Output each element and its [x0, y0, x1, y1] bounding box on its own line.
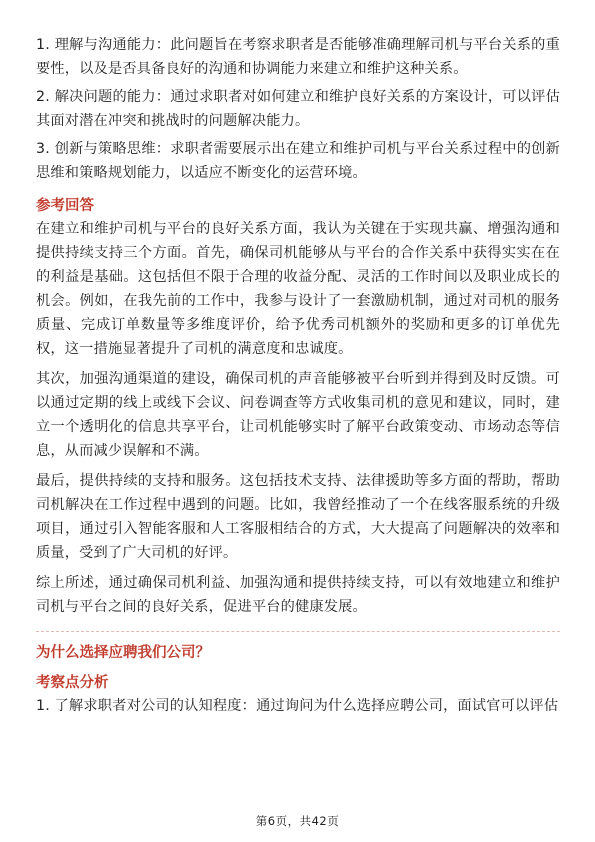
page-number: 第6页，共42页: [255, 814, 340, 828]
list-item: 2. 解决问题的能力：通过求职者对如何建立和维护良好关系的方案设计，可以评估其面对潜在冲突和挑战时的问题解决能力。: [36, 89, 560, 129]
reference-answer-heading: 参考回答: [36, 198, 94, 214]
answer-paragraph: 综上所述，通过确保司机利益、加强沟通和提供持续支持，可以有效地建立和维护司机与平台之间的良好关系，促进平台的健康发展。: [36, 575, 560, 615]
section-divider: [36, 631, 560, 632]
answer-paragraph: 在建立和维护司机与平台的良好关系方面，我认为关键在于实现共赢、增强沟通和提供持续支持三个方面。首先，确保司机能够从与平台的合作关系中获得实实在在的利益是基础。这包括但不限于合理的收益分配、灵活的工作时间以及职业成长的机会。例如，在我先前的工作中，我参与设计了一套激励机制，通过对司机的服务质量、完成订单数量等多维度评价，给予优秀司机额外的奖励和更多的订单优先权，这一措施显著提升了司机的满意度和忠诚度。: [36, 221, 560, 357]
list-item: 1. 了解求职者对公司的认知程度：通过询问为什么选择应聘公司，面试官可以评估: [36, 698, 559, 714]
list-item: 3. 创新与策略思维：求职者需要展示出在建立和维护司机与平台关系过程中的创新思维和策略规划能力，以适应不断变化的运营环境。: [36, 141, 560, 181]
page-content: [36, 33, 560, 718]
answer-paragraph: 其次，加强沟通渠道的建设，确保司机的声音能够被平台听到并得到及时反馈。可以通过定期的线上或线下会议、问卷调查等方式收集司机的意见和建议，同时，建立一个透明化的信息共享平台，让司机能够实时了解平台政策变动、市场动态等信息，从而减少误解和不满。: [36, 371, 560, 459]
question-title: 为什么选择应聘我们公司？: [36, 645, 210, 661]
list-item: 1. 理解与沟通能力：此问题旨在考察求职者是否能够准确理解司机与平台关系的重要性，以及是否具备良好的沟通和协调能力来建立和维护这种关系。: [36, 37, 560, 77]
analysis-heading: 考察点分析: [36, 675, 109, 691]
answer-paragraph: 最后，提供持续的支持和服务。这包括技术支持、法律援助等多方面的帮助，帮助司机解决在工作过程中遇到的问题。比如，我曾经推动了一个在线客服系统的升级项目，通过引入智能客服和人工客服相结合的方式，大大提高了问题解决的效率和质量，受到了广大司机的好评。: [36, 473, 560, 561]
